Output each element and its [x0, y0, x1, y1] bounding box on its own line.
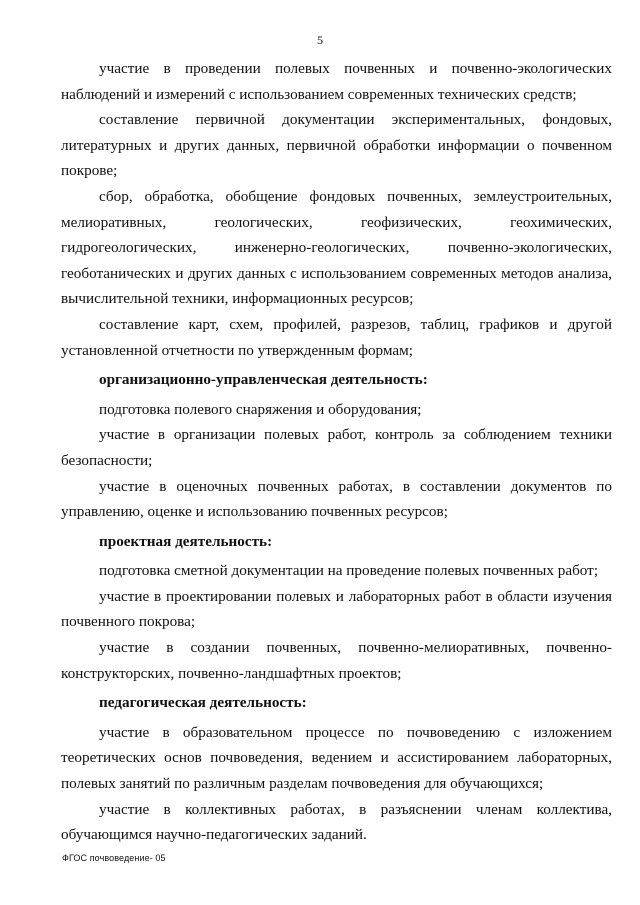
paragraph: подготовка полевого снаряжения и оборудования; — [99, 400, 422, 418]
page-number: 5 — [317, 33, 323, 47]
paragraph: составление первичной документации экспериментальных, фондовых, литературных и других данных, первичной обработки информации о почвенном покрове; — [61, 111, 612, 180]
footer-label: ФГОС почвоведение- 05 — [62, 853, 166, 863]
paragraph: подготовка сметной документации на проведение полевых почвенных работ; — [99, 562, 599, 580]
paragraph: участие в оценочных почвенных работах, в составлении документов по управлению, оценке и использованию почвенных ресурсов; — [61, 477, 612, 521]
paragraph: участие в проектировании полевых и лабораторных работ в области изучения почвенного покрова; — [61, 587, 612, 631]
paragraph: участие в организации полевых работ, контроль за соблюдением техники безопасности; — [61, 426, 612, 469]
paragraph: составление карт, схем, профилей, разрезов, таблиц, графиков и другой установленной отчетности по утвержденным формам; — [61, 315, 612, 359]
document-body — [61, 56, 612, 848]
section-heading: проектная деятельность: — [99, 532, 273, 550]
section-heading: педагогическая деятельность: — [99, 694, 307, 712]
paragraph: участие в образовательном процессе по почвоведению с изложением теоретических основ почвоведения, ведением и ассистированием лабораторных, полевых занятий по различным разделам почвоведения для обучающихся; — [61, 723, 612, 793]
paragraph: сбор, обработка, обобщение фондовых почвенных, землеустроительных, мелиоративных, геологических, геофизических, геохимических, гидрогеологических, инженерно-геологических, почвенно-экологических, геоботанических и других данных с использованием современных методов анализа, вычислительной техники, информационных ресурсов; — [61, 187, 612, 308]
paragraph: участие в проведении полевых почвенных и почвенно-экологических наблюдений и измерений с использованием современных технических средств; — [61, 60, 612, 103]
section-heading: организационно-управленческая деятельность: — [99, 371, 428, 389]
paragraph: участие в создании почвенных, почвенно-мелиоративных, почвенно-конструкторских, почвенно-ландшафтных проектов; — [61, 639, 612, 682]
paragraph: участие в коллективных работах, в разъяснении членам коллектива, обучающимся научно-педагогических заданий. — [61, 800, 612, 844]
